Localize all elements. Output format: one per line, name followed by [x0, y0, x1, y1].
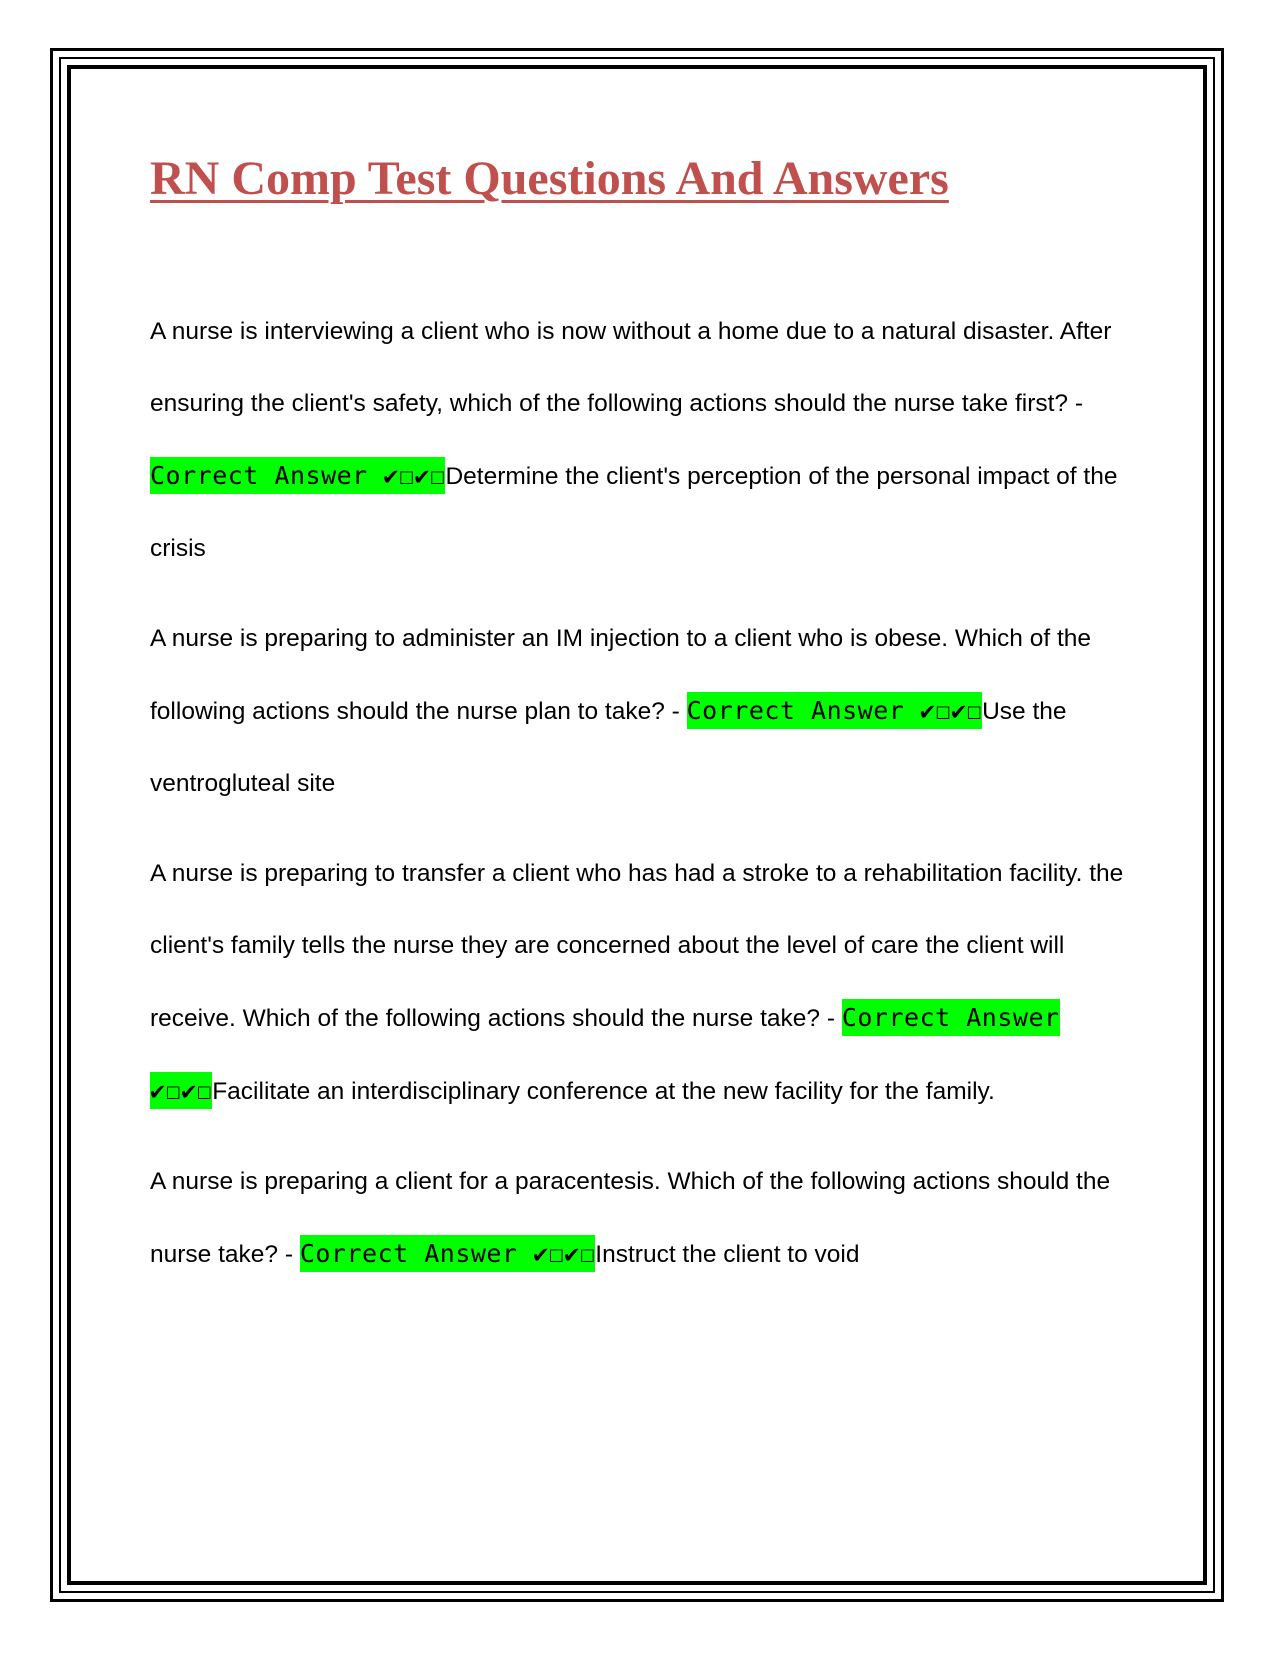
document-title: RN Comp Test Questions And Answers — [150, 152, 949, 205]
qa-item-3 — [150, 838, 1140, 1128]
answer-text: Instruct the client to void — [595, 1240, 860, 1268]
answer-text: Facilitate an interdisciplinary conference at the new facility for the family. — [212, 1077, 995, 1105]
qa-list — [150, 296, 1140, 1291]
answer-text: Determine the client's perception of the personal impact of the crisis — [150, 462, 1118, 562]
correct-answer-label: Correct Answer ✔☐✔☐ — [300, 1235, 595, 1272]
question-text: A nurse is interviewing a client who is now without a home due to a natural disaster. After ensuring the client's safety, which of the following actions should the nurse take first? - — [150, 317, 1112, 417]
qa-item-1 — [150, 296, 1140, 585]
question-text: A nurse is preparing to transfer a client who has had a stroke to a rehabilitation facility. the client's family tells the nurse they are concerned about the level of care the client will receive. Which of the following actions should the nurse take? - — [150, 859, 1124, 1032]
correct-answer-label: Correct Answer ✔☐✔☐ — [687, 692, 982, 729]
qa-item-4 — [150, 1146, 1140, 1291]
correct-answer-label: Correct Answer ✔☐✔☐ — [150, 457, 445, 494]
question-text: A nurse is preparing to administer an IM injection to a client who is obese. Which of the following actions should the nurse plan to take? - — [150, 624, 1092, 725]
qa-item-2 — [150, 603, 1140, 820]
document-content — [150, 150, 1140, 1309]
answer-text: Use the ventrogluteal site — [150, 697, 1067, 797]
question-text: A nurse is preparing a client for a paracentesis. Which of the following actions should the nurse take? - — [150, 1167, 1111, 1268]
correct-answer-label: Correct Answer ✔☐✔☐ — [150, 999, 1060, 1109]
